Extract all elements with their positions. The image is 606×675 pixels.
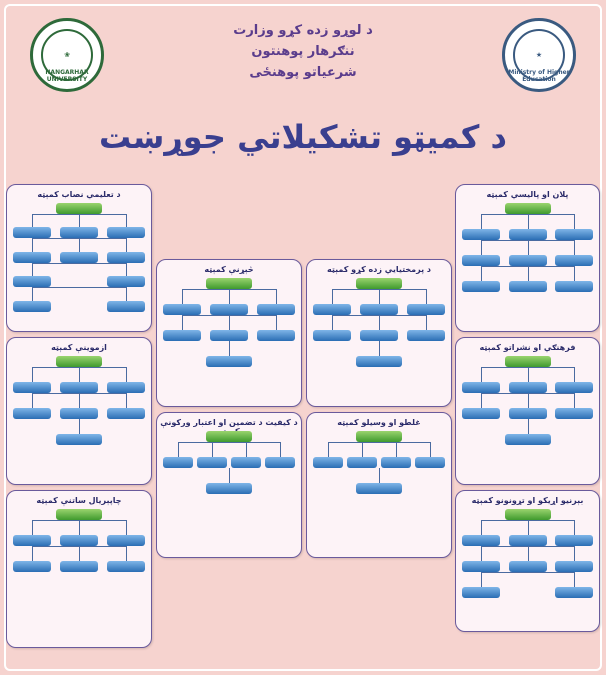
chart-connector <box>229 289 230 304</box>
chart-connector <box>481 520 574 521</box>
chart-connector <box>32 287 126 288</box>
chart-connector <box>379 468 380 483</box>
committee-member-node <box>197 457 227 468</box>
header <box>0 20 606 83</box>
committee-member-node <box>206 356 252 367</box>
chart-connector <box>481 214 574 215</box>
chart-connector <box>32 367 33 382</box>
chart-connector <box>481 266 482 281</box>
committee-member-node <box>60 408 98 419</box>
panel-title: ازموینې کمېټه <box>51 343 107 352</box>
committee-member-node <box>381 457 411 468</box>
committee-head-node <box>356 431 402 442</box>
committee-member-node <box>356 356 402 367</box>
committee-member-node <box>60 382 98 393</box>
chart-connector <box>481 240 574 241</box>
panel-title: پلان او پالیسي کمېټه <box>486 190 569 199</box>
committee-member-node <box>509 561 547 572</box>
chart-connector <box>574 572 575 587</box>
committee-member-node <box>206 483 252 494</box>
chart-connector <box>481 572 574 573</box>
committee-member-node <box>107 252 145 263</box>
chart-connector <box>574 546 575 561</box>
committee-member-node <box>13 535 51 546</box>
committee-member-node <box>509 382 547 393</box>
committee-member-node <box>107 382 145 393</box>
committee-member-node <box>13 252 51 263</box>
chart-connector <box>426 289 427 304</box>
chart-connector <box>178 442 280 443</box>
panel-title: فرهنګي او نشراتو کمېټه <box>479 343 576 352</box>
chart-connector <box>126 546 127 561</box>
chart-connector <box>212 442 213 457</box>
committee-member-node <box>107 301 145 312</box>
chart-connector <box>528 266 529 281</box>
faculty-name: شرعیاتو پوهنځی <box>249 65 357 80</box>
chart-connector <box>32 546 33 561</box>
committee-member-node <box>231 457 261 468</box>
chart-connector <box>328 442 329 457</box>
committee-member-node <box>462 587 500 598</box>
committee-member-node <box>257 304 295 315</box>
committee-member-node <box>555 281 593 292</box>
chart-connector <box>79 367 80 382</box>
chart-connector <box>528 419 529 434</box>
chart-connector <box>481 393 482 408</box>
committee-member-node <box>505 434 551 445</box>
chart-connector <box>574 214 575 229</box>
committee-member-node <box>462 255 500 266</box>
committee-head-node <box>206 278 252 289</box>
panel-title: د پرمختیايي زده کړو کمېټه <box>326 265 431 274</box>
committee-member-node <box>509 535 547 546</box>
chart-connector <box>528 367 529 382</box>
chart-connector <box>32 238 33 251</box>
book-emblem-icon: ❀ <box>41 29 93 81</box>
committee-member-node <box>555 587 593 598</box>
committee-member-node <box>210 330 248 341</box>
chart-connector <box>332 315 333 330</box>
chart-connector <box>481 240 482 255</box>
committee-panel <box>6 490 152 648</box>
committee-member-node <box>265 457 295 468</box>
committee-head-node <box>56 356 102 367</box>
chart-connector <box>332 289 333 304</box>
committee-panel <box>455 184 600 332</box>
chart-connector <box>481 520 482 535</box>
committee-member-node <box>107 227 145 238</box>
chart-connector <box>379 315 380 330</box>
chart-connector <box>126 287 127 300</box>
committee-member-node <box>509 281 547 292</box>
committee-member-node <box>13 408 51 419</box>
chart-connector <box>528 520 529 535</box>
committee-member-node <box>462 408 500 419</box>
chart-connector <box>126 520 127 535</box>
committee-member-node <box>163 457 193 468</box>
committee-panel <box>6 337 152 485</box>
chart-connector <box>229 468 230 483</box>
chart-connector <box>32 263 33 276</box>
committee-member-node <box>415 457 445 468</box>
panel-title: بېرنیو اړیکو او تړونونو کمېټه <box>471 496 584 505</box>
committee-member-node <box>210 304 248 315</box>
committee-member-node <box>555 561 593 572</box>
committee-head-node <box>505 509 551 520</box>
chart-connector <box>246 442 247 457</box>
university-name: ننګرهار پوهنتون <box>251 44 355 59</box>
chart-connector <box>481 266 574 267</box>
chart-connector <box>574 367 575 382</box>
chart-connector <box>79 520 80 535</box>
panel-title: د کیفیت د تضمین او اعتبار ورکونې <box>160 418 298 427</box>
committee-member-node <box>107 408 145 419</box>
committee-member-node <box>60 561 98 572</box>
chart-connector <box>126 214 127 227</box>
ministry-name: د لوړو زده کړو وزارت <box>233 23 373 38</box>
chart-connector <box>481 546 482 561</box>
committee-panel <box>455 337 600 485</box>
chart-connector <box>481 572 482 587</box>
committee-member-node <box>360 330 398 341</box>
chart-connector <box>32 263 126 264</box>
committee-member-node <box>107 561 145 572</box>
committee-member-node <box>107 276 145 287</box>
chart-connector <box>229 315 230 330</box>
committee-member-node <box>13 301 51 312</box>
committee-member-node <box>13 561 51 572</box>
chart-connector <box>574 393 575 408</box>
committee-member-node <box>509 408 547 419</box>
committee-member-node <box>13 227 51 238</box>
committee-member-node <box>60 227 98 238</box>
chart-connector <box>32 214 126 215</box>
committee-member-node <box>462 382 500 393</box>
committee-panel <box>6 184 152 332</box>
committee-member-node <box>555 229 593 240</box>
committee-panel <box>306 259 452 407</box>
committee-head-node <box>206 431 252 442</box>
chart-connector <box>528 546 529 561</box>
chart-connector <box>32 214 33 227</box>
chart-connector <box>426 315 427 330</box>
committee-member-node <box>555 255 593 266</box>
committee-panel <box>156 412 302 558</box>
panel-title: غلطو او وسیلو کمېټه <box>337 418 421 427</box>
committee-panel <box>455 490 600 632</box>
chart-connector <box>32 520 33 535</box>
committee-member-node <box>60 252 98 263</box>
committee-member-node <box>163 330 201 341</box>
chart-connector <box>32 287 33 300</box>
committee-head-node <box>505 356 551 367</box>
chart-connector <box>32 367 126 368</box>
chart-connector <box>528 240 529 255</box>
chart-connector <box>178 442 179 457</box>
chart-connector <box>182 289 276 290</box>
chart-connector <box>32 238 126 239</box>
panel-title: څېړنې کمېټه <box>204 265 254 274</box>
chart-connector <box>79 546 80 561</box>
chart-connector <box>379 341 380 356</box>
chart-connector <box>430 442 431 457</box>
committee-member-node <box>313 330 351 341</box>
chart-connector <box>481 214 482 229</box>
committee-member-node <box>163 304 201 315</box>
committee-head-node <box>56 509 102 520</box>
seal-right-text: Ministry of Higher Education <box>508 69 570 83</box>
chart-connector <box>481 367 482 382</box>
committee-member-node <box>462 281 500 292</box>
chart-connector <box>79 393 80 408</box>
chart-connector <box>574 266 575 281</box>
chart-connector <box>126 263 127 276</box>
committee-member-node <box>462 535 500 546</box>
chart-connector <box>182 315 183 330</box>
chart-connector <box>126 367 127 382</box>
chart-connector <box>126 238 127 251</box>
committee-panel <box>306 412 452 558</box>
chart-connector <box>32 393 33 408</box>
panel-title: د تعلیمي نصاب کمېټه <box>37 190 121 199</box>
chart-connector <box>229 341 230 356</box>
chart-connector <box>396 442 397 457</box>
committee-member-node <box>56 434 102 445</box>
chart-connector <box>276 315 277 330</box>
committee-member-node <box>509 255 547 266</box>
torch-emblem-icon: ★ <box>513 29 565 81</box>
chart-connector <box>126 393 127 408</box>
chart-connector <box>280 442 281 457</box>
committee-member-node <box>13 382 51 393</box>
chart-connector <box>32 393 126 394</box>
committee-member-node <box>407 304 445 315</box>
chart-connector <box>528 214 529 229</box>
chart-connector <box>182 315 276 316</box>
chart-connector <box>79 419 80 434</box>
committee-member-node <box>313 304 351 315</box>
chart-connector <box>481 546 574 547</box>
committee-member-node <box>555 535 593 546</box>
committee-member-node <box>462 561 500 572</box>
chart-connector <box>481 367 574 368</box>
committee-member-node <box>347 457 377 468</box>
committee-member-node <box>555 382 593 393</box>
chart-connector <box>276 289 277 304</box>
panel-title: چاپېریال ساتنې کمېټه <box>36 496 122 505</box>
committee-member-node <box>407 330 445 341</box>
chart-connector <box>32 520 126 521</box>
committee-member-node <box>555 408 593 419</box>
chart-connector <box>79 238 80 251</box>
committee-panel <box>156 259 302 407</box>
chart-connector <box>379 289 380 304</box>
committee-member-node <box>360 304 398 315</box>
committee-head-node <box>356 278 402 289</box>
committee-head-node <box>56 203 102 214</box>
committee-member-node <box>107 535 145 546</box>
chart-connector <box>182 289 183 304</box>
committee-member-node <box>313 457 343 468</box>
chart-connector <box>481 393 574 394</box>
committee-member-node <box>13 276 51 287</box>
chart-connector <box>79 214 80 227</box>
committee-member-node <box>462 229 500 240</box>
committee-member-node <box>356 483 402 494</box>
seal-left-text: NANGARHAR UNIVERSITY <box>45 69 89 83</box>
chart-connector <box>332 315 426 316</box>
committee-member-node <box>257 330 295 341</box>
chart-connector <box>362 442 363 457</box>
chart-connector <box>32 546 126 547</box>
chart-connector <box>328 442 430 443</box>
chart-connector <box>574 240 575 255</box>
committee-member-node <box>60 535 98 546</box>
committee-head-node <box>505 203 551 214</box>
page-title: د کمیټو تشکیلاتي جوړښت <box>99 118 507 156</box>
chart-connector <box>332 289 426 290</box>
chart-connector <box>574 520 575 535</box>
committee-member-node <box>509 229 547 240</box>
chart-connector <box>528 393 529 408</box>
